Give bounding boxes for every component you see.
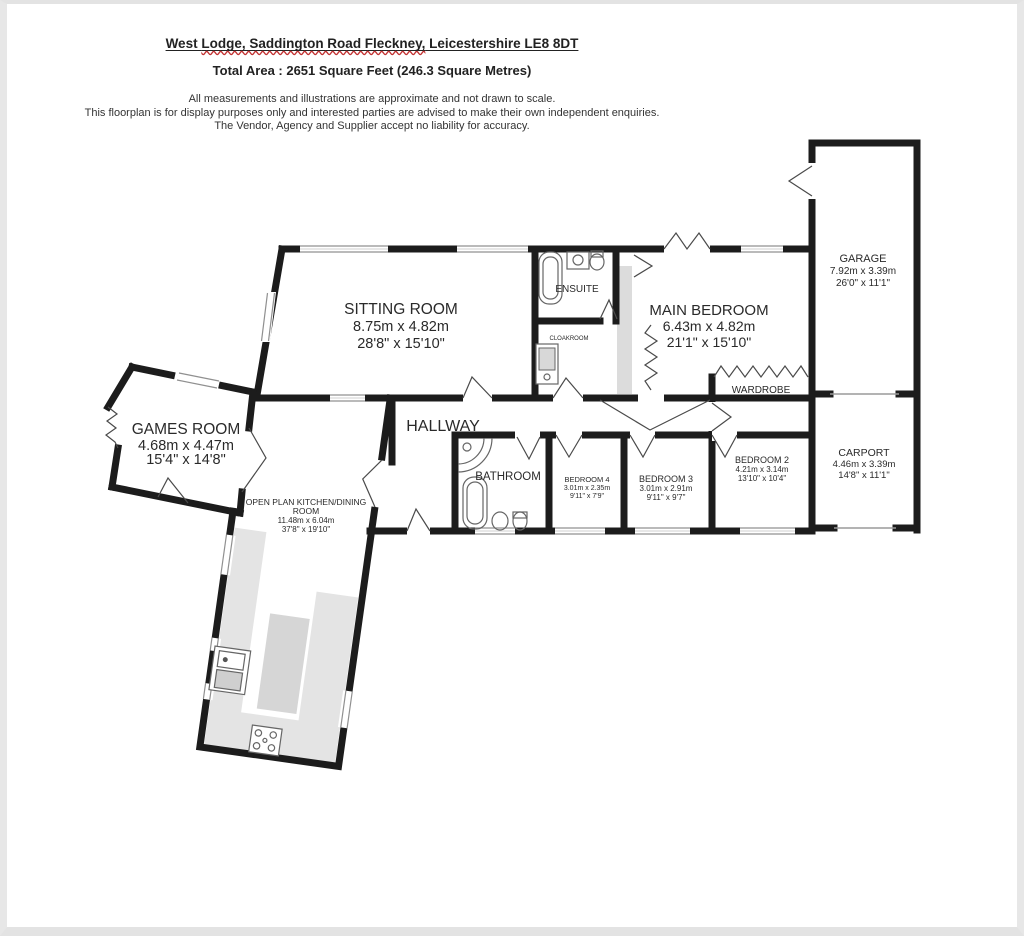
room-label-hallway: HALLWAY (406, 418, 480, 435)
disclaimer-line-2: This floorplan is for display purposes only and interested parties are advised to make their own independent enquiries. (84, 106, 660, 119)
svg-text:13'10" x 10'4": 13'10" x 10'4" (737, 474, 787, 483)
room-label-wardrobe: WARDROBE (731, 385, 791, 396)
room-label-cloakroom: CLOAKROOM (549, 336, 589, 342)
main-bedroom-door (600, 400, 710, 430)
svg-text:3.01m x 2.35m: 3.01m x 2.35m (563, 485, 611, 492)
bedroom-lobby-door (634, 255, 652, 277)
svg-text:28'8" x 15'10": 28'8" x 15'10" (357, 336, 445, 352)
svg-text:ROOM: ROOM (292, 506, 320, 516)
svg-text:4.21m x 3.14m: 4.21m x 3.14m (735, 465, 789, 474)
svg-text:6.43m x 4.82m: 6.43m x 4.82m (662, 318, 756, 334)
svg-text:37'8" x 19'10": 37'8" x 19'10" (281, 525, 331, 534)
svg-text:11.48m x 6.04m: 11.48m x 6.04m (277, 516, 335, 525)
kitchen-hob (249, 725, 282, 756)
title-part-spellchecked: Lodge, Saddington Road Fleckney, (201, 36, 426, 51)
disclaimer-line-1: All measurements and illustrations are approximate and not drawn to scale. (188, 93, 556, 105)
room-label-ensuite: ENSUITE (555, 284, 599, 295)
bathroom-toilet (513, 512, 527, 530)
room-label-main-bedroom: MAIN BEDROOM (649, 302, 769, 319)
room-label-games-room: GAMES ROOM (131, 421, 241, 438)
room-label-bedroom2: BEDROOM 2 (734, 455, 790, 465)
wardrobe-front (714, 366, 808, 377)
kitchen-sink (209, 646, 251, 695)
disclaimer-line-3: The Vendor, Agency and Supplier accept no liability for accuracy. (214, 120, 530, 132)
title-part-3: Leicestershire LE8 8DT (425, 36, 579, 51)
svg-text:9'11" x 9'7": 9'11" x 9'7" (646, 493, 686, 502)
svg-text:26'0" x 11'1": 26'0" x 11'1" (835, 278, 891, 289)
room-label-garage: GARAGE (839, 253, 887, 265)
cloakroom-sink (536, 344, 558, 384)
title-part-1: West (165, 36, 202, 51)
svg-text:4.68m x 4.47m: 4.68m x 4.47m (138, 438, 234, 454)
room-label-bedroom3: BEDROOM 3 (638, 474, 694, 484)
cloakroom-door (645, 325, 657, 390)
room-label-bedroom4: BEDROOM 4 (564, 475, 610, 484)
svg-text:15'4" x 14'8": 15'4" x 14'8" (146, 452, 226, 468)
svg-text:14'8" x 11'1": 14'8" x 11'1" (838, 470, 890, 481)
total-area: Total Area : 2651 Square Feet (246.3 Square Metres) (212, 63, 532, 78)
room-label-bathroom: BATHROOM (475, 471, 541, 483)
svg-text:7.92m x 3.39m: 7.92m x 3.39m (829, 266, 897, 277)
room-label-sitting-room: SITTING ROOM (344, 301, 458, 318)
room-label-kitchen: OPEN PLAN KITCHEN/DINING (245, 497, 367, 507)
games-kitchen-opening (242, 428, 266, 492)
svg-text:8.75m x 4.82m: 8.75m x 4.82m (353, 319, 449, 335)
svg-text:9'11" x 7'9": 9'11" x 7'9" (570, 493, 604, 500)
ensuite-toilet (590, 254, 604, 270)
svg-text:4.46m x 3.39m: 4.46m x 3.39m (832, 459, 896, 470)
svg-text:21'1" x 15'10": 21'1" x 15'10" (666, 334, 752, 350)
room-label-carport: CARPORT (838, 447, 890, 459)
svg-text:3.01m x 2.91m: 3.01m x 2.91m (639, 484, 693, 493)
bathroom-shower (458, 438, 492, 472)
